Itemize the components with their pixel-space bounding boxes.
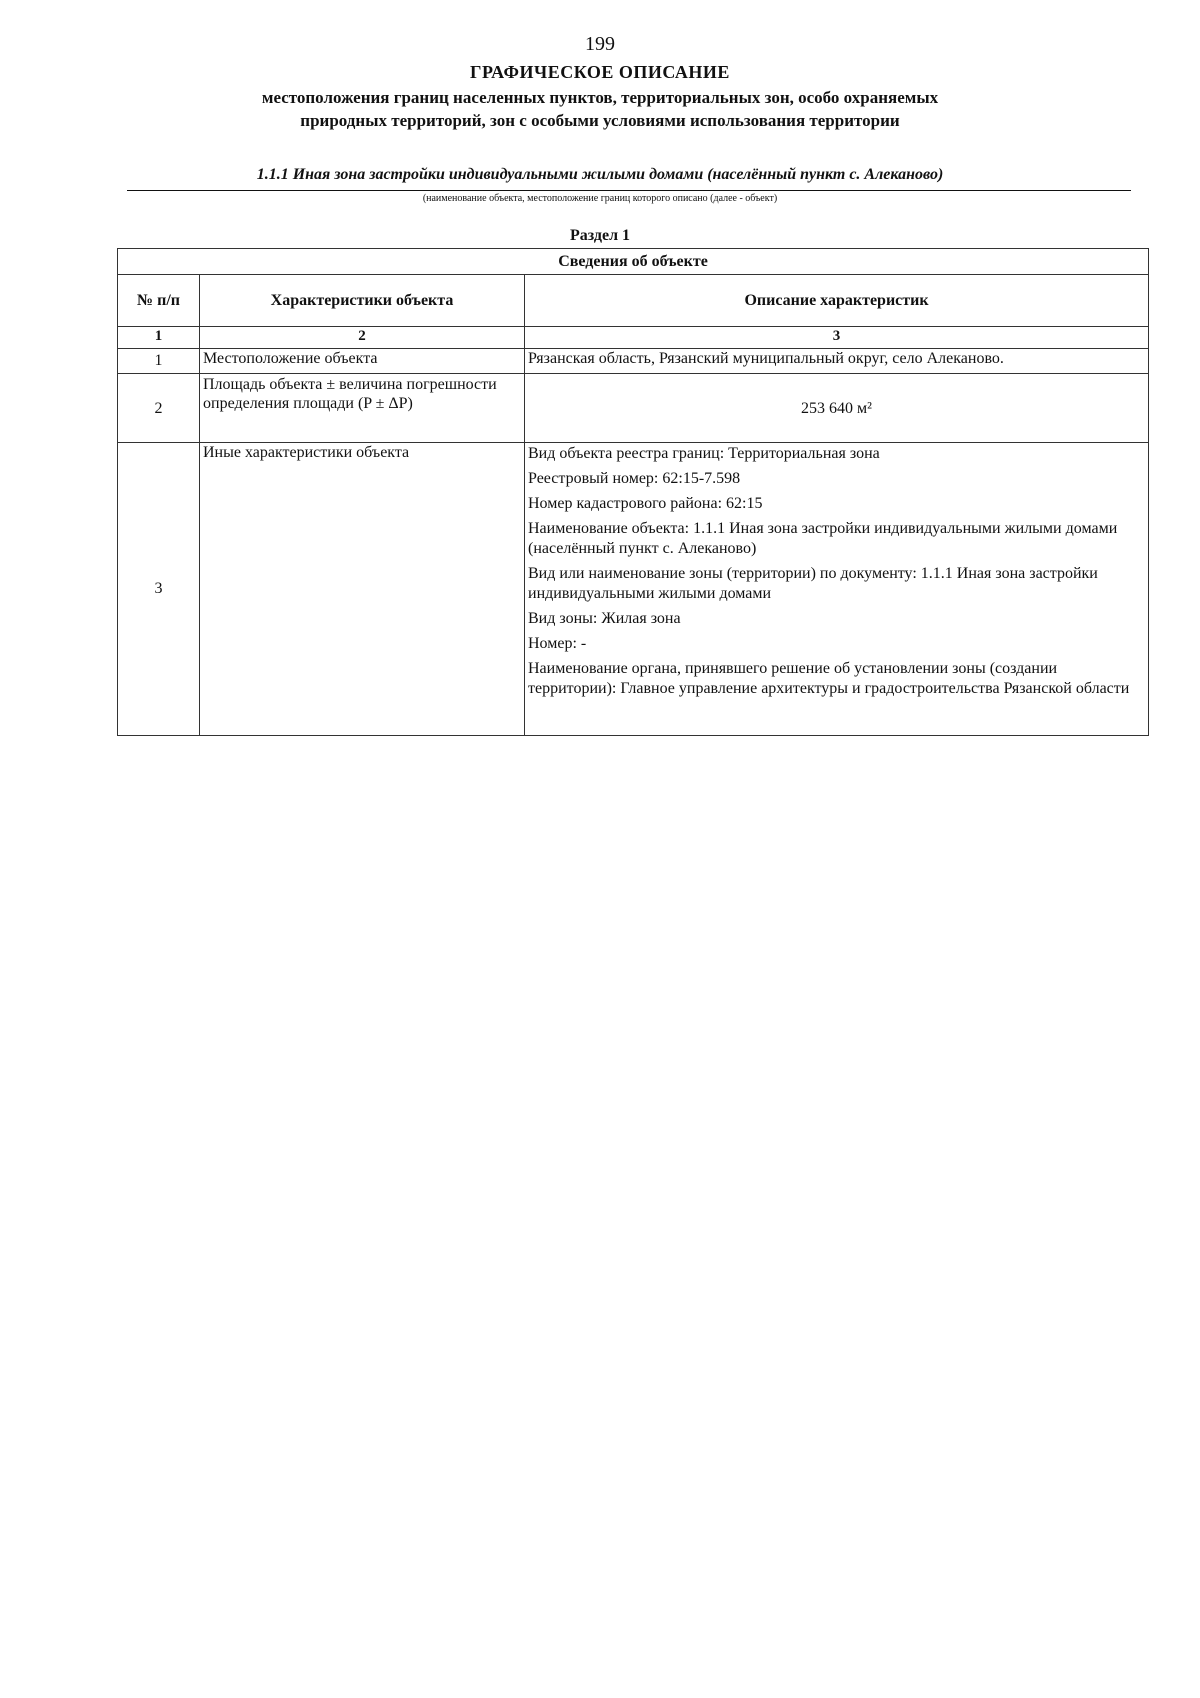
characteristic-line: Вид объекта реестра границ: Территориальная зона [528, 445, 880, 462]
row-value-area: 253 640 м² [525, 374, 1149, 443]
characteristic-line: Реестровый номер: 62:15-7.598 [528, 470, 741, 487]
column-number-3: 3 [525, 327, 1149, 349]
characteristic-line: Наименование органа, принявшего решение об установлении зоны (создании территории): Главное управление архитектуры и градостроительства Рязанской области [528, 660, 1130, 697]
table-header-row [118, 275, 1149, 327]
document-title: ГРАФИЧЕСКОЕ ОПИСАНИЕ [470, 62, 730, 82]
table-row [118, 443, 1149, 736]
header-description: Описание характеристик [525, 275, 1149, 327]
row-characteristic: Площадь объекта ± величина погрешности определения площади (P ± ΔP) [200, 374, 525, 443]
characteristic-line: Номер кадастрового района: 62:15 [528, 495, 763, 512]
table-caption: Сведения об объекте [118, 249, 1149, 275]
object-info-table [117, 248, 1149, 736]
header-characteristics: Характеристики объекта [200, 275, 525, 327]
row-number: 3 [118, 443, 200, 736]
row-characteristic: Иные характеристики объекта [200, 443, 525, 736]
row-value-list [525, 443, 1149, 736]
characteristic-line: Наименование объекта: 1.1.1 Иная зона застройки индивидуальными жилыми домами (населённый пункт с. Алеканово) [528, 520, 1118, 557]
table-caption-row [118, 249, 1149, 275]
characteristic-line: Вид или наименование зоны (территории) по документу: 1.1.1 Иная зона застройки индивидуальными жилыми домами [528, 565, 1098, 602]
section-title: Раздел 1 [569, 227, 631, 244]
column-number-row [118, 327, 1149, 349]
object-caption: (наименование объекта, местоположение границ которого описано (далее - объект) [422, 193, 778, 204]
header-number: № п/п [118, 275, 200, 327]
object-name-underline [127, 190, 1131, 191]
row-characteristic: Местоположение объекта [200, 349, 525, 374]
characteristic-line: Номер: - [528, 635, 587, 652]
table-row [118, 374, 1149, 443]
row-value: Рязанская область, Рязанский муниципальный округ, село Алеканово. [525, 349, 1149, 374]
row-number: 1 [118, 349, 200, 374]
row-number: 2 [118, 374, 200, 443]
column-number-2: 2 [200, 327, 525, 349]
document-subtitle: местоположения границ населенных пунктов, территориальных зон, особо охраняемых природных территорий, зон с особыми условиями использования территории [261, 88, 939, 130]
column-number-1: 1 [118, 327, 200, 349]
characteristic-line: Вид зоны: Жилая зона [528, 610, 681, 627]
table-row [118, 349, 1149, 374]
object-name: 1.1.1 Иная зона застройки индивидуальными жилыми домами (населённый пункт с. Алеканово) [256, 166, 944, 183]
page-number: 199 [585, 33, 615, 55]
